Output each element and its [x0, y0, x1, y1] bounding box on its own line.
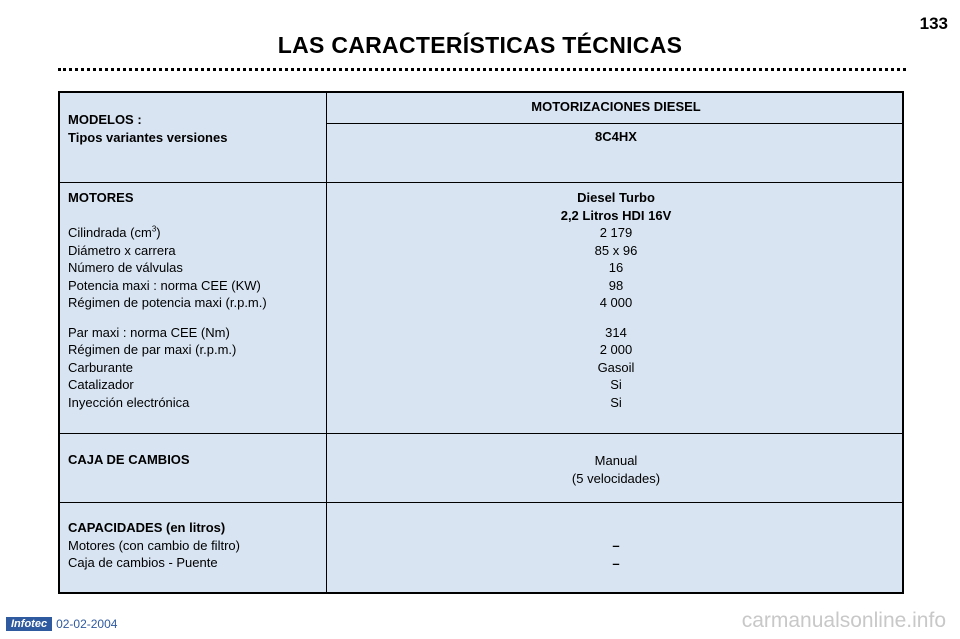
models-header-cell [68, 111, 323, 146]
spec-label: Potencia maxi : norma CEE (KW) [68, 277, 261, 293]
transmission-type: Manual [594, 453, 638, 468]
spec-value: 98 [608, 277, 624, 293]
column-divider [326, 93, 327, 592]
footer [6, 617, 117, 631]
infotec-logo: Infotec [6, 617, 52, 631]
motores-values [328, 189, 904, 411]
spec-label: Par maxi : norma CEE (Nm) [68, 324, 230, 340]
page-title: LAS CARACTERÍSTICAS TÉCNICAS [277, 32, 683, 58]
spec-label: Número de válvulas [68, 260, 183, 275]
capacidades-labels [68, 519, 323, 572]
models-label: MODELOS : [68, 112, 142, 127]
capacidades-values [328, 537, 904, 572]
page-number: 133 [919, 14, 948, 33]
header-subdivider [326, 123, 902, 124]
spec-value: Gasoil [597, 359, 635, 375]
spec-label: Régimen de par maxi (r.p.m.) [68, 342, 237, 357]
capacity-value: – [612, 555, 620, 571]
spec-value: 16 [608, 260, 624, 275]
row-divider-motores [60, 433, 902, 434]
row-divider-caja [60, 502, 902, 503]
capacity-label: Caja de cambios - Puente [68, 555, 218, 570]
spec-label: Catalizador [68, 377, 134, 392]
footer-date: 02-02-2004 [56, 617, 118, 631]
spec-value: 4 000 [599, 295, 633, 310]
spec-label: Inyección electrónica [68, 394, 190, 410]
caja-heading: CAJA DE CAMBIOS [68, 452, 190, 467]
spec-label: Régimen de potencia maxi (r.p.m.) [68, 295, 267, 310]
capacity-label: Motores (con cambio de filtro) [68, 537, 240, 553]
spec-value: 85 x 96 [594, 242, 638, 258]
motorizations-title: MOTORIZACIONES DIESEL [531, 99, 701, 114]
spec-label: Carburante [68, 359, 134, 375]
dotted-divider [58, 68, 906, 71]
spec-label: Diámetro x carrera [68, 242, 176, 258]
spec-value: 2 000 [599, 342, 633, 357]
caja-values [328, 452, 904, 487]
capacity-value: – [612, 538, 620, 553]
engine-displacement: 2,2 Litros HDI 16V [560, 207, 672, 223]
transmission-speeds: (5 velocidades) [571, 470, 661, 486]
capacidades-heading: CAPACIDADES (en litros) [68, 520, 226, 535]
row-divider-header [60, 182, 902, 183]
spec-value: Si [610, 377, 622, 392]
cilindrada-label: Cilindrada $(cm^3)$ [68, 224, 161, 240]
watermark: carmanualsonline.info [741, 609, 946, 632]
spec-value: Si [610, 394, 622, 410]
model-code: 8C4HX [595, 129, 637, 144]
spec-value: 314 [605, 324, 627, 340]
motores-heading: MOTORES [68, 190, 134, 205]
engine-type: Diesel Turbo [577, 190, 655, 205]
variants-label: Tipos variantes versiones [68, 129, 228, 145]
spec-value: 2 179 [599, 225, 633, 240]
specifications-table [58, 91, 904, 594]
motores-labels [68, 189, 323, 411]
